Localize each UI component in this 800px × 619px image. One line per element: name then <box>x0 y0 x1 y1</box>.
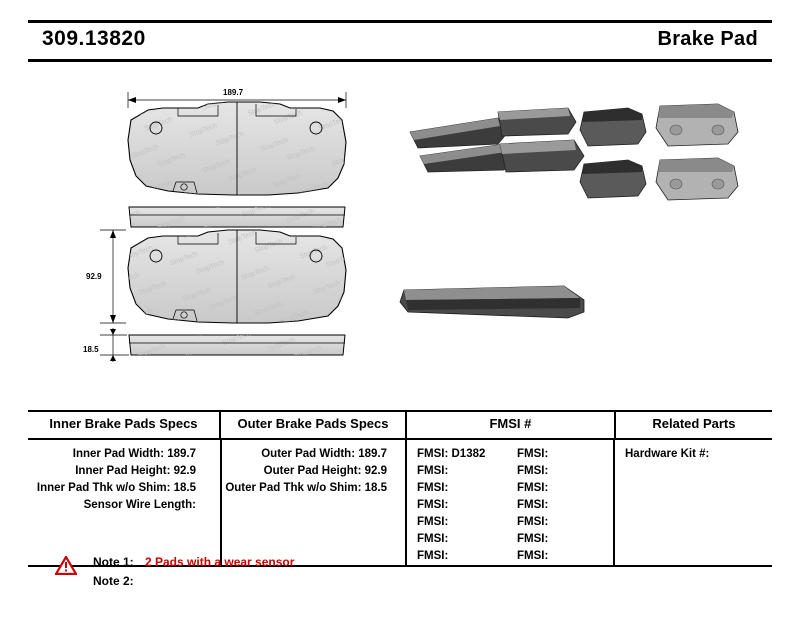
specs-table-header-row <box>28 412 772 440</box>
fmsi-right-value: FMSI: <box>517 499 549 511</box>
pad-bottom-side-view <box>83 328 345 362</box>
outer-pad-height: Outer Pad Height: 92.9 <box>263 465 387 477</box>
related-parts-column <box>613 440 770 565</box>
outer-pad-thickness: Outer Pad Thk w/o Shim: 18.5 <box>225 482 387 494</box>
svg-text:189.7: 189.7 <box>223 88 244 97</box>
pad-bottom-face-view <box>86 230 346 323</box>
note-1-row <box>55 553 555 572</box>
pad-photo-angled-group <box>410 108 584 172</box>
inner-specs-column <box>28 440 220 565</box>
fmsi-row <box>417 497 613 514</box>
technical-drawing <box>28 60 772 390</box>
header-related-parts: Related Parts <box>614 412 772 438</box>
fmsi-row <box>417 531 613 548</box>
page-title: Brake Pad <box>657 28 758 50</box>
note-1-label: Note 1: <box>93 555 134 569</box>
fmsi-right-value: FMSI: <box>517 448 549 460</box>
inner-pad-width: Inner Pad Width: 189.7 <box>72 448 196 460</box>
fmsi-right-value: FMSI: <box>517 533 549 545</box>
warning-icon <box>55 556 77 575</box>
fmsi-right-value: FMSI: <box>517 516 549 528</box>
fmsi-left-value: FMSI: <box>417 482 449 494</box>
inner-pad-thickness: Inner Pad Thk w/o Shim: 18.5 <box>36 482 196 494</box>
note-1-value: 2 Pads with a wear sensor <box>145 555 295 569</box>
notes-section <box>55 553 555 591</box>
specs-table-body <box>28 440 772 565</box>
svg-text:18.5: 18.5 <box>83 345 99 354</box>
fmsi-row <box>417 514 613 531</box>
note-2-row <box>55 572 555 591</box>
fmsi-right-value: FMSI: <box>517 482 549 494</box>
fmsi-column <box>405 440 613 565</box>
header-outer-specs: Outer Brake Pads Specs <box>219 412 405 438</box>
fmsi-row <box>417 463 613 480</box>
fmsi-right-value: FMSI: <box>517 465 549 477</box>
fmsi-left-value: FMSI: <box>417 465 449 477</box>
pad-top-face-view <box>128 88 346 195</box>
specs-table <box>28 410 772 567</box>
fmsi-row <box>417 446 613 463</box>
svg-text:92.9: 92.9 <box>86 272 102 281</box>
fmsi-left-value: FMSI: <box>417 499 449 511</box>
fmsi-left-value: FMSI: <box>417 550 449 562</box>
pad-photo-edge-view <box>400 286 584 318</box>
fmsi-right-value: FMSI: <box>517 550 549 562</box>
hardware-kit-number: Hardware Kit #: <box>625 448 710 460</box>
part-number: 309.13820 <box>42 27 146 50</box>
pad-photo-flat-group <box>580 104 738 200</box>
outer-specs-column <box>220 440 405 565</box>
inner-pad-height: Inner Pad Height: 92.9 <box>75 465 196 477</box>
fmsi-left-value: FMSI: <box>417 516 449 528</box>
outer-pad-width: Outer Pad Width: 189.7 <box>261 448 387 460</box>
fmsi-row <box>417 480 613 497</box>
note-2-label: Note 2: <box>93 574 134 588</box>
sensor-wire-length: Sensor Wire Length: <box>83 499 196 511</box>
header-inner-specs: Inner Brake Pads Specs <box>49 416 198 431</box>
fmsi-left-value: FMSI: <box>417 533 449 545</box>
pad-top-side-view <box>129 207 345 227</box>
fmsi-left-value: FMSI: D1382 <box>417 448 486 460</box>
page-header <box>28 20 772 62</box>
header-fmsi: FMSI # <box>405 412 614 438</box>
